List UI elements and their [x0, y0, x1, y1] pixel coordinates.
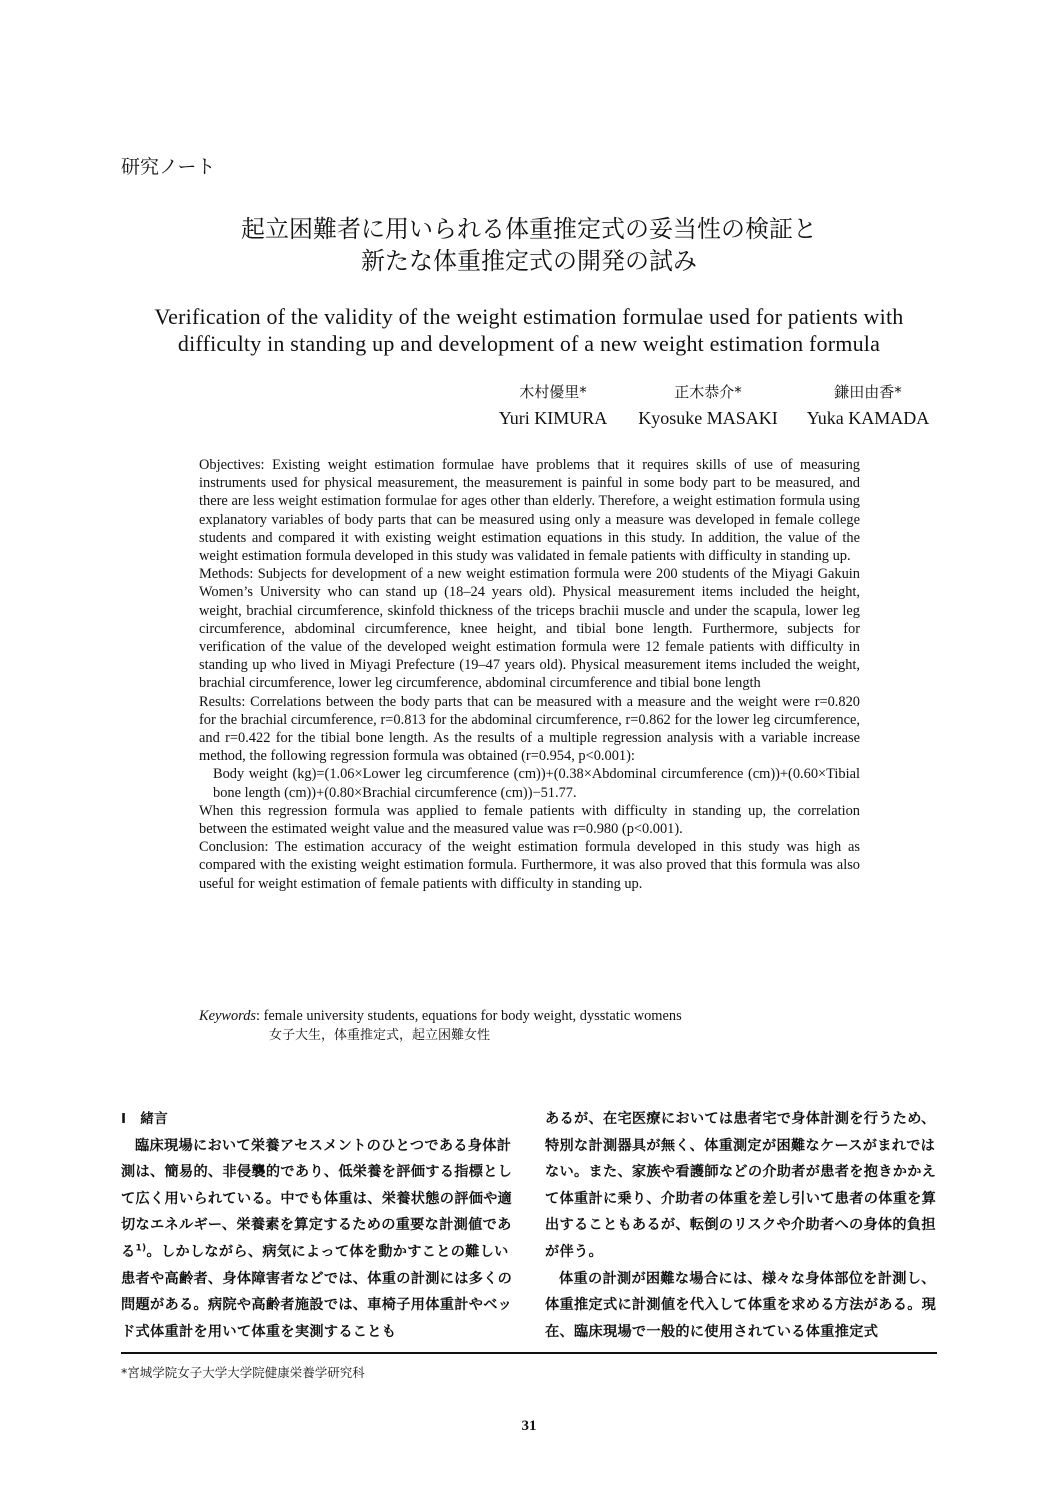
- page-number: 31: [521, 1418, 537, 1434]
- abstract-results: Results: Correlations between the body parts that can be measured with a measure and the weight were r=0.820 for the brachial circumference, r=0.813 for the abdominal circumference, r=0.862 for the lower leg circumference, and r=0.422 for the tibial bone length. As the results of a multiple regression analysis with a variable increase method, the following regression formula was obtained (r=0.954, p<0.001):: [199, 693, 860, 765]
- abstract-application: When this regression formula was applied to female patients with difficulty in standing up, the correlation between the estimated weight value and the measured value was r=0.980 (p<0.001).: [199, 802, 860, 838]
- footnote: *宮城学院女子大学大学院健康栄養学研究科: [121, 1365, 365, 1380]
- author-2: [627, 381, 789, 429]
- abstract-conclusion: Conclusion: The estimation accuracy of the weight estimation formula developed in this study was high as compared with the existing weight estimation formula. Furthermore, it was also proved that this formula was also useful for weight estimation of female patients with difficulty in standing up.: [199, 839, 860, 892]
- keywords-en: : female university students, equations for body weight, dysstatic womens: [256, 1008, 682, 1024]
- body-column-right: [545, 1106, 937, 1345]
- abstract-formula: Body weight (kg)=(1.06×Lower leg circumference (cm))+(0.38×Abdominal circumference (cm))+(0.60×Tibial bone length (cm))+(0.80×Brachial circumference (cm))−51.77.: [213, 766, 860, 801]
- paragraph-intro-text: 臨床現場において栄養アセスメントのひとつである身体計測は、簡易的、非侵襲的であり、低栄養を評価する指標として広く用いられている。中でも体重は、栄養状態の評価や適切なエネルギー、栄養素を算定するための重要な計測値である: [121, 1137, 513, 1260]
- author-2-ja: 正木恭介*: [674, 383, 742, 401]
- keywords-label: Keywords: [199, 1008, 257, 1024]
- keywords-ja: 女子大生，体重推定式，起立困難女性: [269, 1028, 491, 1043]
- author-3-ja: 鎌田由香*: [834, 383, 902, 401]
- paragraph-intro-text-2: 。しかしながら、病気によって体を動かすことの難しい患者や高齢者、身体障害者などでは、体重の計測には多くの問題がある。病院や高齢者施設では、車椅子用体重計やベッド式体重計を用いて体重を実測することも: [121, 1243, 513, 1340]
- author-3: [797, 381, 939, 429]
- paragraph-second: 体重の計測が困難な場合には、様々な身体部位を計測し、体重推定式に計測値を代入して体重を求める方法がある。現在、臨床現場で一般的に使用されている体重推定式: [545, 1270, 937, 1340]
- author-1-ja: 木村優里*: [519, 383, 587, 401]
- paragraph-continued: あるが、在宅医療においては患者宅で身体計測を行うため、特別な計測器具が無く、体重測定が困難なケースがまれではない。また、家族や看護師などの介助者が患者を抱きかかえて体重計に乗り、介助者の体重を差し引いて患者の体重を算出することもあるが、転倒のリスクや介助者への身体的負担が伴う。: [545, 1111, 937, 1260]
- reference-marker: 1): [135, 1243, 147, 1254]
- author-1: [487, 381, 619, 429]
- section-label: 研究ノート: [121, 156, 216, 178]
- author-3-en: Yuka KAMADA: [806, 408, 930, 428]
- title-en-line2: difficulty in standing up and development of a new weight estimation formula: [177, 331, 881, 356]
- title-ja-line2: 新たな体重推定式の開発の試み: [361, 247, 697, 275]
- abstract-methods: Methods: Subjects for development of a new weight estimation formula were 200 students of the Miyagi Gakuin Women’s University who can stand up (18–24 years old). Physical measurement items included the height, weight, brachial circumference, skinfold thickness of the triceps brachii muscle and under the scapula, lower leg circumference, abdominal circumference, knee height, and tibial bone length. Furthermore, subjects for verification of the value of the developed weight estimation formula were 12 female patients with difficulty in standing up who lived in Miyagi Prefecture (19–47 years old). Physical measurement items included the weight, brachial circumference, lower leg circumference, abdominal circumference and tibial bone length: [199, 566, 860, 692]
- title-ja-line1: 起立困難者に用いられる体重推定式の妥当性の検証と: [241, 215, 817, 243]
- paragraph-intro: [121, 1133, 513, 1346]
- footnote-divider: [121, 1352, 937, 1354]
- author-2-en: Kyosuke MASAKI: [638, 408, 778, 428]
- author-1-en: Yuri KIMURA: [498, 408, 608, 428]
- section-heading: Ⅰ 緒言: [121, 1111, 169, 1127]
- keywords: [199, 1007, 682, 1045]
- title-en-line1: Verification of the validity of the weight estimation formulae used for patients with: [154, 304, 904, 329]
- body-column-left: [121, 1106, 513, 1345]
- abstract-objectives: Objectives: Existing weight estimation formulae have problems that it requires skills of use of measuring instruments used for physical measurement, the measurement is painful in some body part to be measured, and there are less weight estimation formulae for ages other than elderly. Therefore, a weight estimation formula using explanatory variables of body parts that can be measured using only a measure was developed in female college students and compared it with existing weight estimation equations in this study. In addition, the value of the weight estimation formula developed in this study was validated in female patients with difficulty in standing up.: [199, 457, 860, 565]
- abstract: [199, 456, 860, 893]
